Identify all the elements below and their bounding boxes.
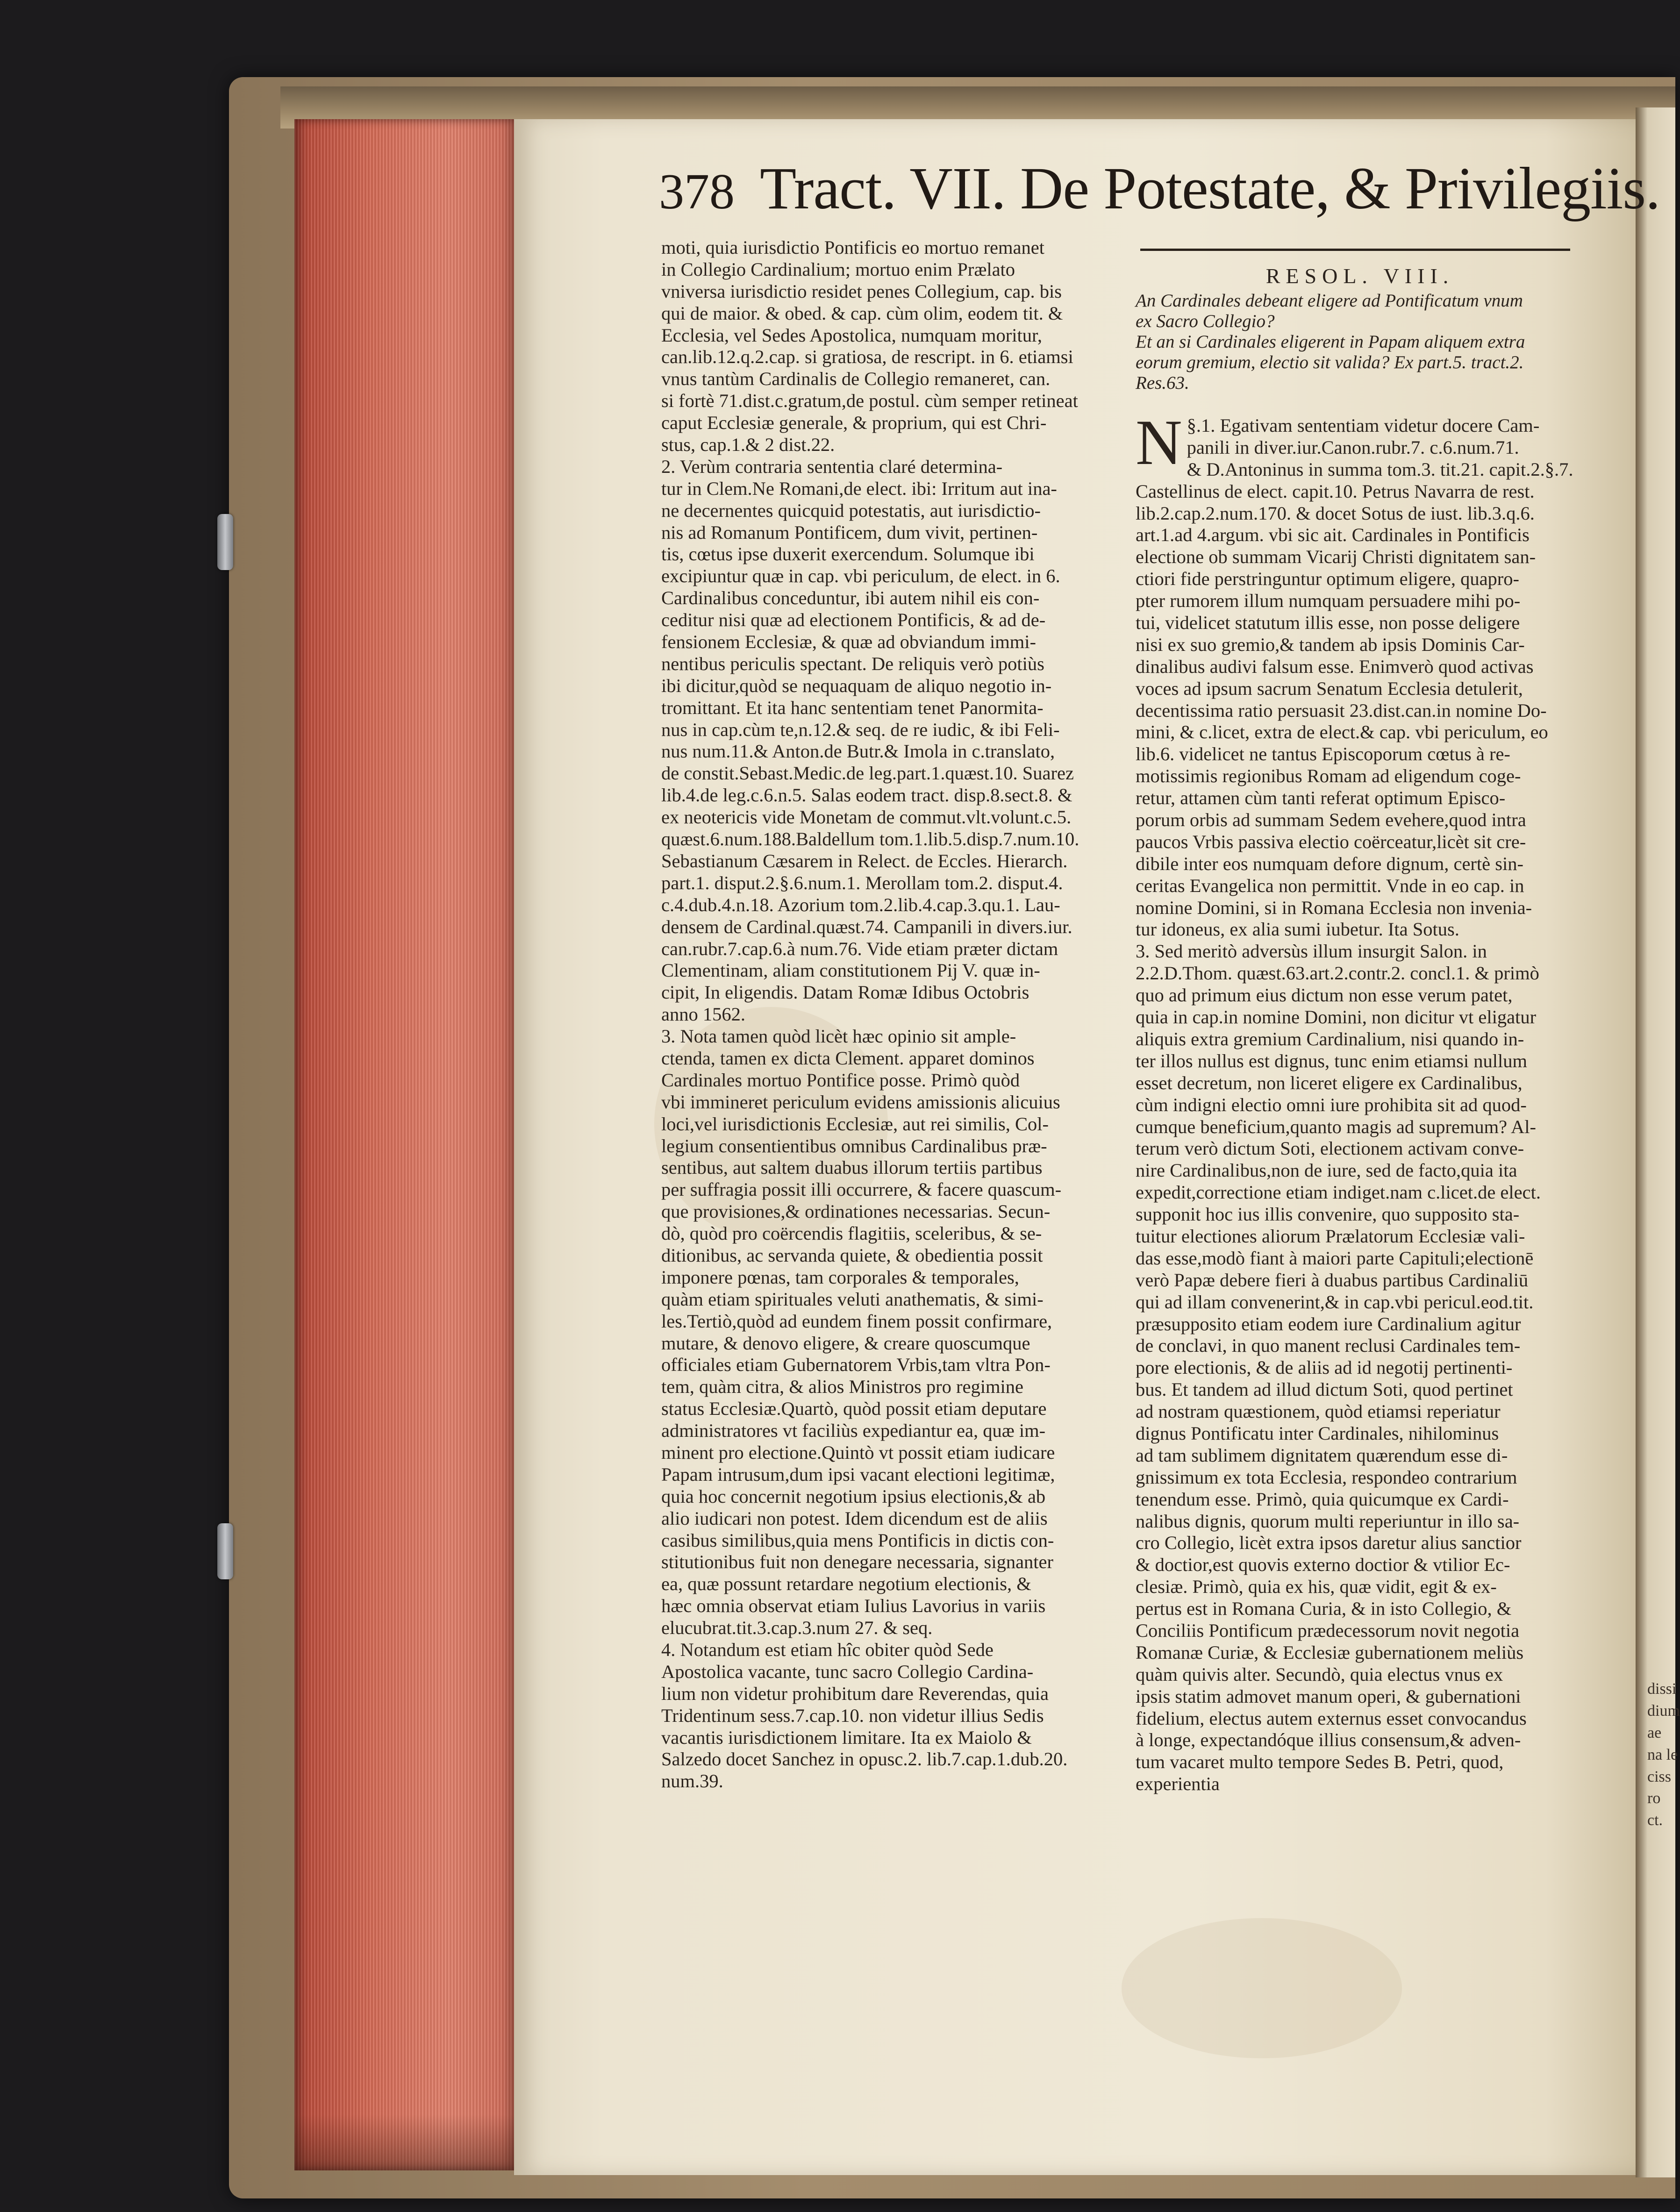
text-line: cipit, In eligendis. Datam Romæ Idibus Octobris — [661, 982, 1029, 1003]
text-line: densem de Cardinal.quæst.74. Campanili in divers.iur. — [661, 916, 1072, 937]
text-line: ter illos nullus est dignus, tunc enim etiamsi nullum — [1136, 1050, 1528, 1071]
text-line: tromittant. Et ita hanc sententiam tenet Panormita- — [661, 697, 1044, 718]
fragment-line: ct. — [1647, 1812, 1663, 1829]
text-line: art.1.ad 4.argum. vbi sic ait. Cardinales in Pontificis — [1136, 524, 1530, 546]
text-line: dibile inter eos numquam defore dignum, certè sin- — [1136, 853, 1524, 874]
page-stain — [1122, 1918, 1402, 2058]
text-line: 3. Sed meritò adversùs illum insurgit Salon. in — [1136, 941, 1487, 962]
text-line: de constit.Sebast.Medic.de leg.part.1.quæst.10. Suarez — [661, 763, 1074, 784]
fragment-line: dium — [1647, 1702, 1680, 1720]
fragment-line: dissi — [1647, 1680, 1677, 1698]
text-line: ditionibus, ac servanda quiete, & obedientia possit — [661, 1244, 1043, 1266]
fragment-line: ciss — [1647, 1768, 1671, 1785]
text-line: expedit,correctione etiam indiget.nam c.licet.de elect. — [1136, 1182, 1541, 1203]
text-line: stitutionibus fuit non denegare necessaria, signanter — [661, 1551, 1054, 1573]
text-line: tuitur electiones aliorum Prælatorum Ecclesiæ vali- — [1136, 1225, 1525, 1247]
next-page-edge — [1636, 107, 1680, 2177]
right-body-text — [1136, 407, 1584, 1795]
text-line: terum verò dictum Soti, electionem activam conve- — [1136, 1138, 1524, 1159]
text-line: ipsis statim admovet manum operi, & gubernationi — [1136, 1685, 1521, 1707]
text-line: Cardinalibus conceduntur, ibi autem nihil eis con- — [661, 587, 1040, 609]
text-line: ex Sacro Collegio? — [1136, 311, 1275, 331]
text-line: tenendum esse. Primò, quia quicumque ex Cardi- — [1136, 1488, 1509, 1510]
text-line: das esse,modò fiant à maiori parte Capituli;electionē — [1136, 1247, 1534, 1269]
text-line: An Cardinales debeant eligere ad Pontificatum vnum — [1136, 291, 1523, 311]
text-line: & doctior,est quovis externo doctior & vtilior Ec- — [1136, 1554, 1510, 1576]
text-line: tui, videlicet statutum illis esse, non posse deligere — [1136, 612, 1520, 634]
text-line: pertus est in Romana Curia, & in isto Collegio, & — [1136, 1598, 1512, 1620]
text-line: hæc omnia observat etiam Iulius Lavorius in variis — [661, 1595, 1046, 1617]
text-line: nis ad Romanum Pontificem, dum vivit, pertinen- — [661, 521, 1038, 543]
text-line: cumque beneficium,quanto magis ad supremum? Al- — [1136, 1116, 1537, 1137]
text-line: paucos Vrbis passiva electio coërceatur,licèt sit cre- — [1136, 831, 1526, 852]
text-line: & D.Antoninus in summa tom.3. tit.21. capit.2.§.7. — [1187, 458, 1573, 480]
text-line: dinalibus audivi falsum esse. Enimverò quod activas — [1136, 656, 1534, 677]
text-line: loci,vel iurisdictionis Ecclesiæ, aut rei similis, Col- — [661, 1113, 1049, 1135]
text-line: vniversa iurisdictio residet penes Collegium, cap. bis — [661, 280, 1062, 302]
text-line: nus num.11.& Anton.de Butr.& Imola in c.translato, — [661, 741, 1055, 762]
text-line: pter rumorem illum numquam persuadere mihi po- — [1136, 590, 1521, 612]
right-text-column — [1136, 262, 1584, 1795]
text-line: 4. Notandum est etiam hîc obiter quòd Sede — [661, 1639, 994, 1660]
text-line: ibi dicitur,quòd se nequaquam de aliquo negotio in- — [661, 675, 1052, 696]
text-line: gnissimum ex tota Ecclesia, respondeo contrarium — [1136, 1466, 1517, 1488]
text-line: ad nostram quæstionem, quòd etiamsi reperiatur — [1136, 1401, 1501, 1422]
text-line: Et an si Cardinales eligerent in Papam aliquem extra — [1136, 332, 1525, 352]
text-line: mini, & c.licet, extra de elect.& cap. vbi periculum, eo — [1136, 721, 1548, 743]
text-line: ne decernentes quicquid potestatis, aut iurisdictio- — [661, 499, 1041, 521]
text-line: imponere pœnas, tam corporales & temporales, — [661, 1266, 1019, 1288]
next-page-text-fragment — [1647, 1677, 1680, 1831]
text-line: dignus Pontificatu inter Cardinales, nihilominus — [1136, 1422, 1499, 1444]
text-line: bus. Et tandem ad illud dictum Soti, quod pertinet — [1136, 1379, 1513, 1400]
text-line: tem, quàm citra, & alios Ministros pro regimine — [661, 1376, 1023, 1398]
text-line: sentibus, aut saltem duabus illorum tertiis partibus — [661, 1157, 1043, 1178]
fragment-line: na le — [1647, 1746, 1678, 1763]
text-line: nomine Domini, si in Romana Ecclesia non invenia- — [1136, 897, 1532, 918]
text-line: decentissima ratio persuasit 23.dist.can.in nomine Do- — [1136, 699, 1547, 721]
red-page-edges — [294, 119, 514, 2170]
text-line: nire Cardinalibus,non de iure, sed de facto,quia ita — [1136, 1160, 1517, 1181]
text-line: in Collegio Cardinalium; mortuo enim Prælato — [661, 258, 1015, 280]
text-line: si fortè 71.dist.c.gratum,de postul. cùm semper retineat — [661, 390, 1078, 412]
text-line: voces ad ipsum sacrum Senatum Ecclesia detulerit, — [1136, 678, 1523, 699]
text-line: can.lib.12.q.2.cap. si gratiosa, de rescript. in 6. etiamsi — [661, 346, 1073, 368]
text-line: administratores vt faciliùs expediantur ea, quæ im- — [661, 1420, 1046, 1441]
left-text-column — [661, 237, 1115, 1792]
text-line: esset decretum, non liceret eligere ex Cardinalibus, — [1136, 1072, 1523, 1093]
text-line: Apostolica vacante, tunc sacro Collegio Cardina- — [661, 1661, 1034, 1682]
fragment-line: ae — [1647, 1724, 1662, 1741]
text-line: elucubrat.tit.3.cap.3.num 27. & seq. — [661, 1617, 933, 1639]
text-line: verò Papæ debere fieri à duabus partibus Cardinaliū — [1136, 1269, 1529, 1291]
text-line: retur, attamen cùm tanti referat optimum Episco- — [1136, 787, 1506, 809]
text-line: 2.2.D.Thom. quæst.63.art.2.contr.2. concl.1. & primò — [1136, 963, 1539, 984]
text-line: tur idoneus, ex alia sumi iubetur. Ita Sotus. — [1136, 919, 1459, 940]
text-line: Conciliis Pontificum prædecessorum novit negotia — [1136, 1620, 1520, 1641]
text-line: qui de maior. & obed. & cap. cùm olim, eodem tit. & — [661, 302, 1063, 324]
text-line: que provisiones,& ordinationes necessarias. Secun- — [661, 1201, 1051, 1222]
text-line: excipiuntur quæ in cap. vbi periculum, de elect. in 6. — [661, 565, 1060, 587]
text-line: alio iudicari non potest. Idem dicendum est de aliis — [661, 1507, 1048, 1529]
text-line: cro Collegio, licèt extra ipsos daretur alius sanctior — [1136, 1532, 1522, 1554]
text-line: officiales etiam Gubernatorem Vrbis,tam vltra Pon- — [661, 1354, 1051, 1376]
text-line: Castellinus de elect. capit.10. Petrus Navarra de rest. — [1136, 480, 1535, 502]
text-line: electione ob summam Vicarij Christi dignitatem san- — [1136, 546, 1536, 568]
text-line: 3. Nota tamen quòd licèt hæc opinio sit ample- — [661, 1026, 1016, 1047]
text-line: Ecclesia, vel Sedes Apostolica, numquam moritur, — [661, 324, 1042, 346]
text-line: caput Ecclesiæ generale, & proprium, qui est Chri- — [661, 412, 1047, 434]
text-line: can.rubr.7.cap.6.à num.76. Vide etiam præter dictam — [661, 938, 1058, 959]
text-line: Romanæ Curiæ, & Ecclesiæ gubernationem meliùs — [1136, 1641, 1524, 1663]
text-line: num.39. — [661, 1770, 723, 1792]
clasp-upper — [217, 514, 233, 570]
text-line: ad tam sublimem dignitatem quærendum esse di- — [1136, 1444, 1508, 1466]
page-edge-shadow — [294, 2114, 514, 2170]
text-line: tis, cœtus ipse duxerit exercendum. Solumque ibi — [661, 543, 1035, 565]
text-line: minent pro electione.Quintò vt possit etiam iudicare — [661, 1441, 1055, 1463]
text-line: vbi immineret periculum evidens amissionis alicuius — [661, 1091, 1060, 1113]
question-one — [1136, 291, 1584, 332]
text-line: quàm etiam spirituales veluti anathematis, & simi- — [661, 1288, 1044, 1310]
right-column-lines — [1136, 459, 1584, 1795]
text-line: casibus similibus,quia mens Pontificis in dictis con- — [661, 1529, 1054, 1551]
text-line: Sebastianum Cæsarem in Relect. de Eccles. Hierarch. — [661, 850, 1068, 871]
text-line: ctenda, tamen ex dicta Clement. apparet dominos — [661, 1047, 1035, 1069]
text-line: Clementinam, aliam constitutionem Pij V. quæ in- — [661, 960, 1040, 981]
first-line-text: Egativam sententiam videtur docere Cam- — [1220, 415, 1540, 436]
text-line: clesiæ. Primò, quia ex his, quæ vidit, egit & ex- — [1136, 1576, 1497, 1598]
text-line: Salzedo docet Sanchez in opusc.2. lib.7.cap.1.dub.20. — [661, 1748, 1068, 1770]
text-line: experientia — [1136, 1773, 1220, 1795]
text-line: ceritas Evangelica non permittit. Vnde in eo cap. in — [1136, 875, 1524, 896]
text-line: supponit hoc ius illis convenire, quo supposito sta- — [1136, 1204, 1520, 1225]
question-two — [1136, 332, 1584, 393]
text-line: mutare, & denovo eligere, & creare quoscumque — [661, 1332, 1030, 1354]
text-line: legium consentientibus omnibus Cardinalibus præ- — [661, 1135, 1047, 1156]
text-line: motissimis regionibus Romam ad eligendum coge- — [1136, 765, 1521, 787]
text-line: nus in cap.cùm te,n.12.& seq. de re iudic, & ibi Feli- — [661, 719, 1060, 740]
header-rule — [1140, 249, 1570, 251]
text-line: ex neotericis vide Monetam de commut.vlt.volunt.c.5. — [661, 806, 1072, 828]
second-line-text: panili in diver.iur.Canon.rubr.7. c.6.num.71. — [1187, 436, 1519, 458]
text-line: pore electionis, & de aliis ad id negotij pertinenti- — [1136, 1357, 1513, 1378]
text-line: moti, quia iurisdictio Pontificis eo mortuo remanet — [661, 237, 1044, 258]
text-line: de conclavi, in quo manent reclusi Cardinales tem- — [1136, 1335, 1521, 1356]
text-line: Papam intrusum,dum ipsi vacant electioni legitimæ, — [661, 1463, 1055, 1485]
text-line: nisi ex suo gremio,& tandem ab ipsis Dominis Car- — [1136, 634, 1525, 655]
text-line: c.4.dub.4.n.18. Azorium tom.2.lib.4.cap.3.qu.1. Lau- — [661, 894, 1060, 915]
text-line: part.1. disput.2.§.6.num.1. Merollam tom.2. disput.4. — [661, 872, 1063, 893]
page-number: 378 — [659, 164, 735, 220]
text-line: tur in Clem.Ne Romani,de elect. ibi: Irritum aut ina- — [661, 478, 1057, 499]
text-line: vnus tantùm Cardinalis de Collegio remaneret, can. — [661, 368, 1051, 390]
text-line: tum vacaret multo tempore Sedes B. Petri, quod, — [1136, 1751, 1504, 1773]
text-line: porum orbis ad summam Sedem evehere,quod intra — [1136, 809, 1526, 831]
text-line: quo ad primum eius dictum non esse verum patet, — [1136, 985, 1513, 1006]
text-line: ctiori fide perstringuntur optimum eligere, quapro- — [1136, 568, 1520, 590]
text-line: les.Tertiò,quòd ad eundem finem possit confirmare, — [661, 1310, 1052, 1332]
text-line: stus, cap.1.& 2 dist.22. — [661, 434, 835, 456]
text-line: anno 1562. — [661, 1004, 745, 1025]
text-line: à longe, expectandóque illius consensum,& adven- — [1136, 1729, 1521, 1751]
text-line: aliquis extra gremium Cardinalium, nisi quando in- — [1136, 1028, 1524, 1049]
fragment-line: ro — [1647, 1790, 1661, 1807]
text-line: per suffragia possit illi occurrere, & facere quascum- — [661, 1179, 1062, 1200]
text-line: quia hoc concernit negotium ipsius electionis,& ab — [661, 1485, 1046, 1507]
text-line: præsupposito etiam eodem iure Cardinalium agitur — [1136, 1313, 1521, 1334]
text-line: ceditur nisi quæ ad electionem Pontificis, & ad de- — [661, 609, 1046, 631]
text-line: quæst.6.num.188.Baldellum tom.1.lib.5.disp.7.num.10. — [661, 828, 1079, 850]
text-line: nalibus dignis, quorum multi reperiuntur in illo sa- — [1136, 1510, 1520, 1532]
text-line: dò, quòd pro coërcendis flagitiis, sceleribus, & se- — [661, 1223, 1042, 1244]
page-title: Tract. VII. De Potestate, & Privilegiis. — [760, 155, 1660, 221]
text-line: Tridentinum sess.7.cap.10. non videtur illius Sedis — [661, 1705, 1044, 1726]
text-line: Cardinales mortuo Pontifice posse. Primò quòd — [661, 1069, 1020, 1091]
text-line: cùm indigni electio omni iure prohibita sit ad quod- — [1136, 1094, 1527, 1115]
clasp-lower — [217, 1523, 233, 1579]
text-line: lium non videtur prohibitum dare Reverendas, quia — [661, 1683, 1049, 1704]
text-line: ea, quæ possunt retardare negotium electionis, & — [661, 1573, 1031, 1595]
running-head — [659, 154, 1660, 229]
text-line: quia in cap.in nomine Domini, non dicitur vt eligatur — [1136, 1006, 1537, 1028]
text-line: nentibus periculis spectant. De reliquis verò potiùs — [661, 653, 1044, 674]
text-line: fensionem Ecclesiæ, & quæ ad obviandum immi- — [661, 631, 1036, 653]
text-line: qui ad illam convenerint,& in cap.vbi pericul.eod.tit. — [1136, 1291, 1534, 1313]
text-line: lib.4.de leg.c.6.n.5. Salas eodem tract. disp.8.sect.8. & — [661, 785, 1072, 806]
resolution-heading: RESOL. VIII. — [1265, 264, 1454, 288]
section-marker: §.1. — [1187, 415, 1215, 436]
text-line: Res.63. — [1136, 373, 1189, 393]
drop-capital: N — [1136, 407, 1182, 478]
text-line: status Ecclesiæ.Quartò, quòd possit etiam deputare — [661, 1398, 1047, 1420]
text-line: fidelium, electus autem externus esset convocandus — [1136, 1707, 1527, 1729]
text-line: lib.6. videlicet ne tantus Episcoporum cœtus à re- — [1136, 743, 1510, 765]
text-line: quàm quivis alter. Secundò, quia electus vnus ex — [1136, 1663, 1503, 1685]
text-line: eorum gremium, electio sit valida? Ex part.5. tract.2. — [1136, 352, 1524, 372]
text-line: lib.2.cap.2.num.170. & docet Sotus de iust. lib.3.q.6. — [1136, 502, 1535, 524]
text-line: 2. Verùm contraria sententia claré determina- — [661, 456, 1003, 477]
text-line: vacantis iurisdictionem limitare. Ita ex Maiolo & — [661, 1727, 1032, 1748]
